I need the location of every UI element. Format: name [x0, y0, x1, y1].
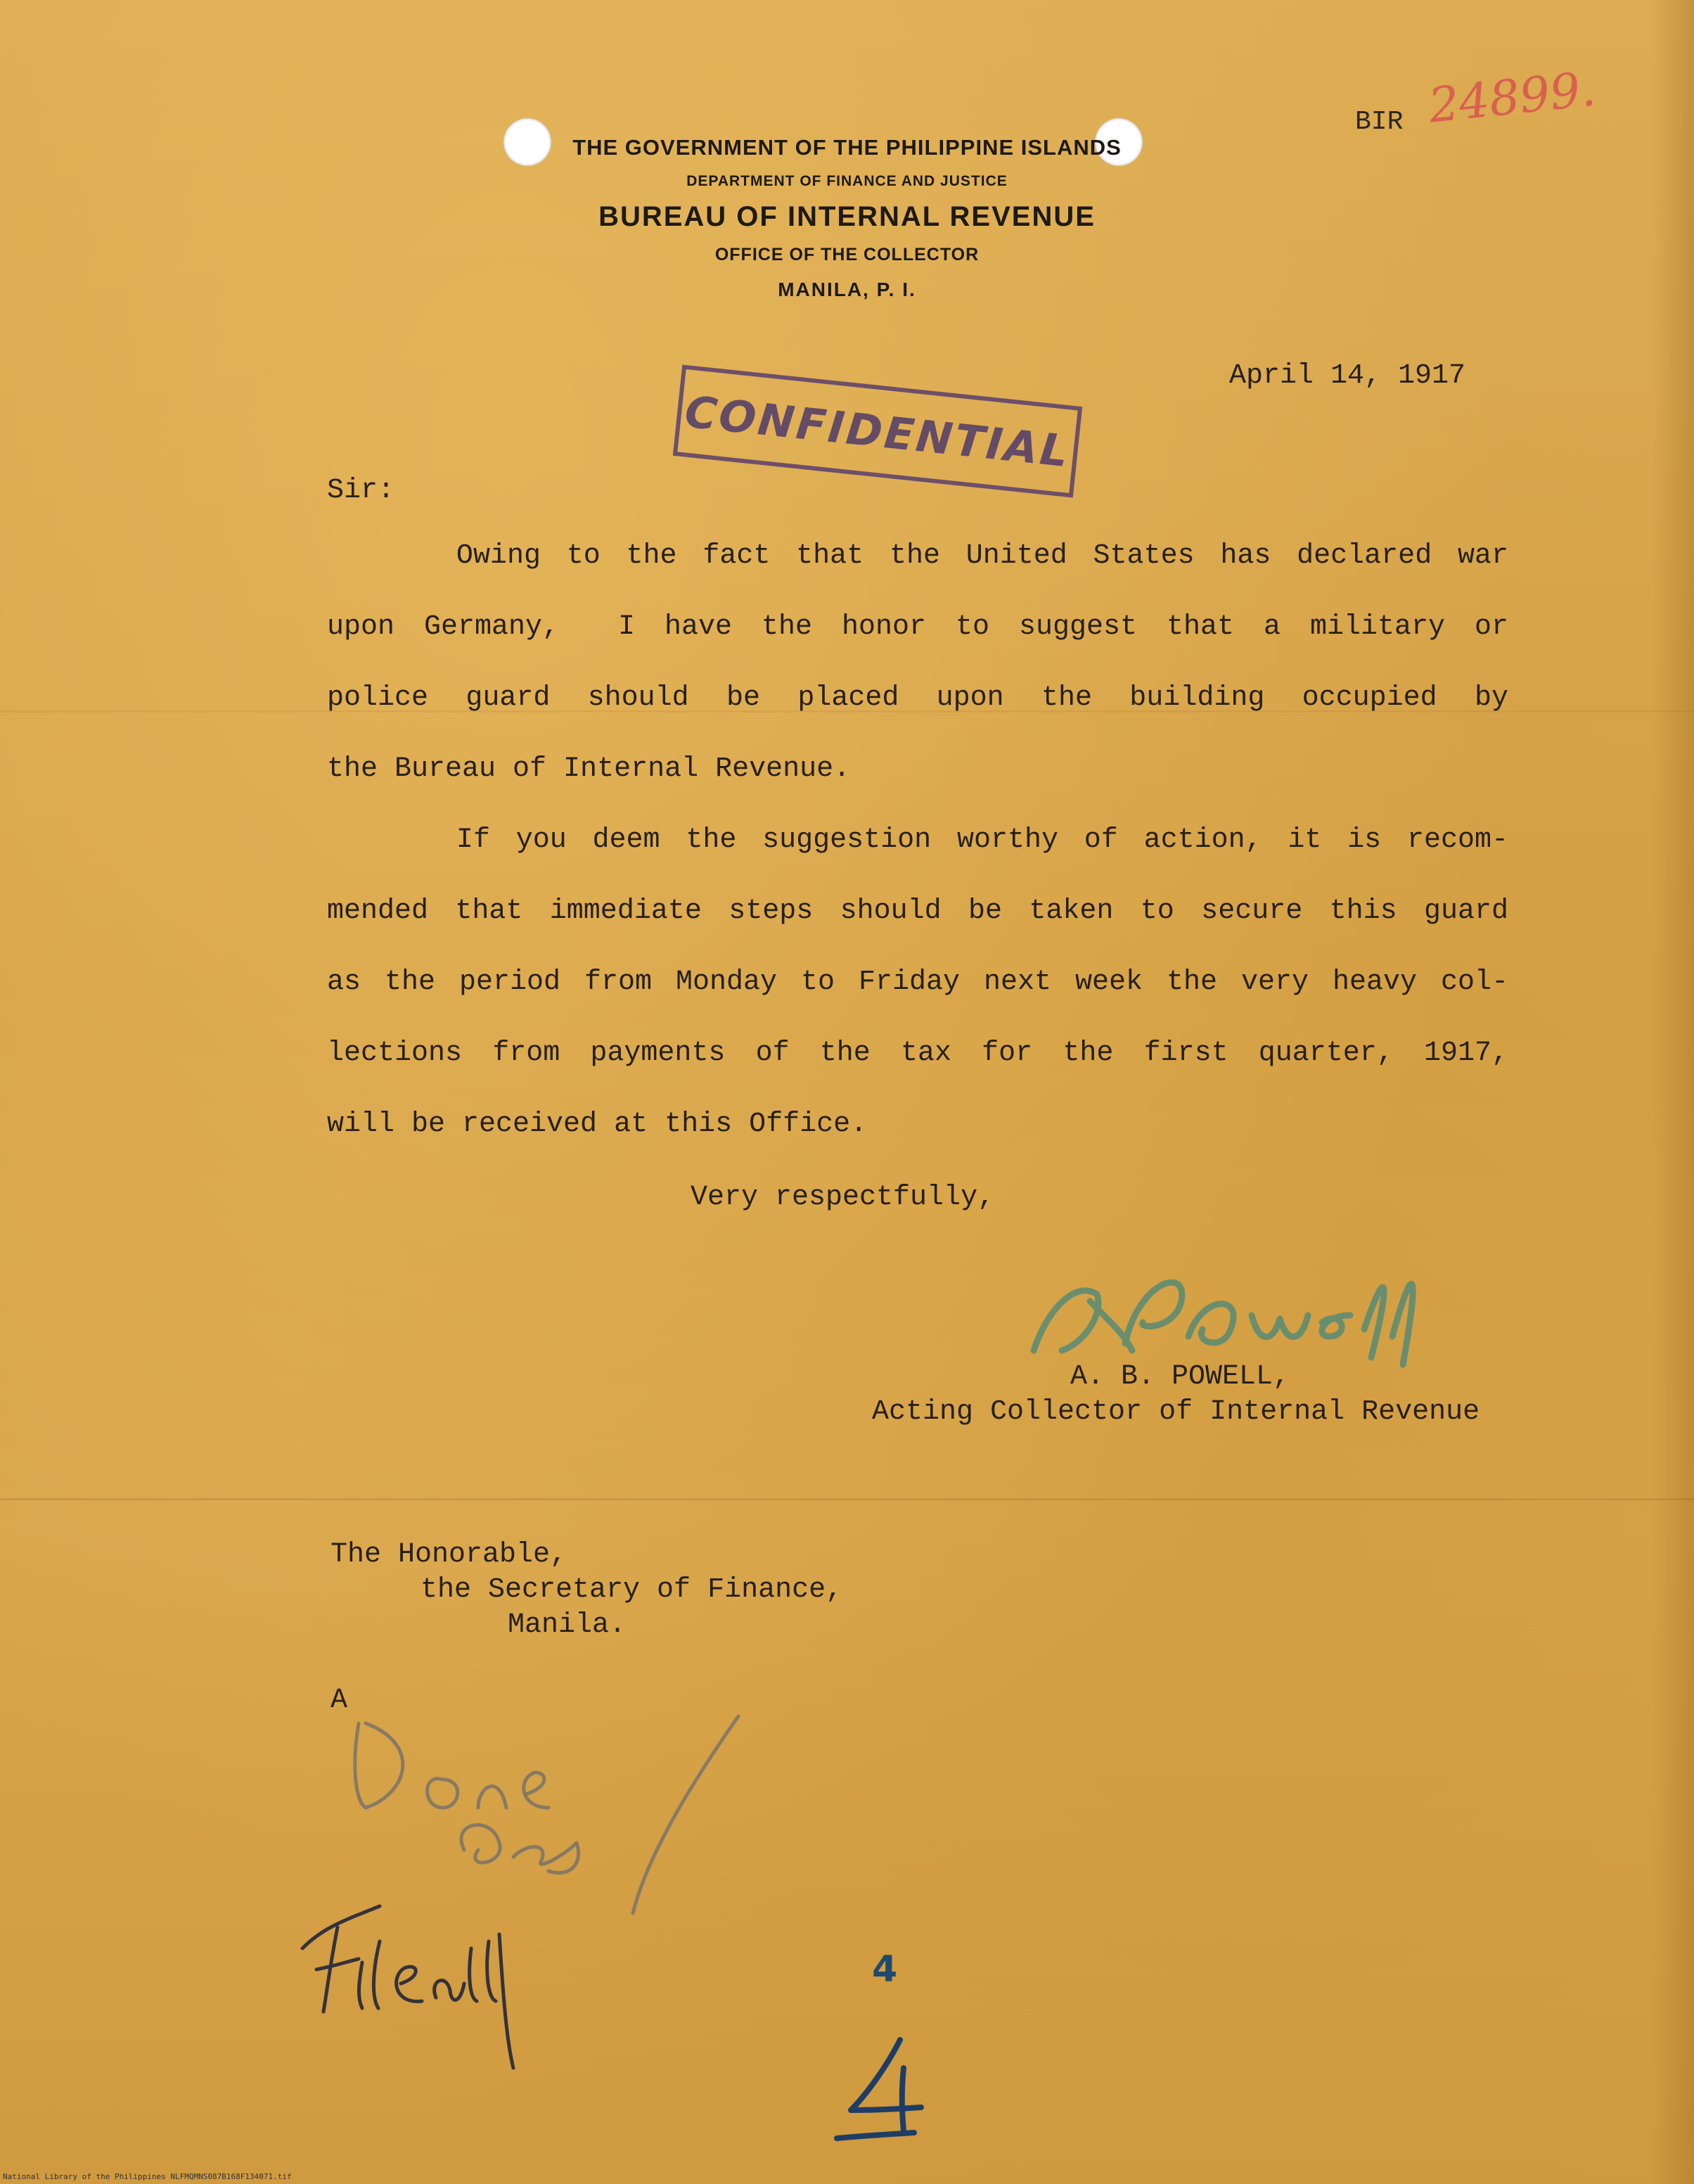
- handwritten-file-note: [295, 1885, 520, 2075]
- closing: Very respectfully,: [691, 1182, 995, 1213]
- handwritten-page-number: [823, 2026, 942, 2145]
- addressee-line: the Secretary of Finance,: [421, 1574, 843, 1606]
- reference-prefix: BIR: [1355, 107, 1404, 137]
- letterhead-location: MANILA, P. I.: [778, 279, 916, 300]
- body-line: police guard should be placed upon the building occupied by: [327, 682, 1508, 714]
- addressee-line: Manila.: [508, 1609, 627, 1641]
- signatory-name: A. B. POWELL,: [1070, 1361, 1290, 1393]
- body-line: the Bureau of Internal Revenue.: [327, 753, 851, 785]
- body-line: upon Germany, I have the honor to suggest that a military or: [327, 611, 1508, 643]
- addressee-line: The Honorable,: [331, 1539, 567, 1571]
- handwritten-signature: [1020, 1252, 1442, 1372]
- salutation: Sir:: [327, 475, 395, 506]
- initial-a: A: [331, 1685, 348, 1716]
- signatory-title: Acting Collector of Internal Revenue: [872, 1396, 1480, 1428]
- paper-fold-line: [0, 1498, 1694, 1500]
- footer-caption: National Library of the Philippines NLFMQMNS087B168F134071.tif: [3, 2172, 292, 2181]
- body-line: mended that immediate steps should be taken to secure this guard: [327, 895, 1508, 927]
- body-line: Owing to the fact that the United States has declared war: [327, 540, 1508, 572]
- body-line: as the period from Monday to Friday next week the very heavy col-: [327, 966, 1508, 998]
- body-line: will be received at this Office.: [327, 1109, 868, 1140]
- letterhead-department: DEPARTMENT OF FINANCE AND JUSTICE: [686, 173, 1008, 189]
- letterhead-office: OFFICE OF THE COLLECTOR: [714, 245, 980, 264]
- confidential-stamp: CONFIDENTIAL: [673, 364, 1082, 497]
- letterhead-government: THE GOVERNMENT OF THE PHILIPPINE ISLANDS: [572, 135, 1122, 160]
- reference-number: 24899.: [1425, 61, 1598, 134]
- body-line: If you deem the suggestion worthy of action, it is recom-: [327, 824, 1508, 856]
- letter-date: April 14, 1917: [1229, 360, 1466, 392]
- body-line: lections from payments of the tax for the first quarter, 1917,: [327, 1037, 1508, 1069]
- paper-edge-shadow: [1652, 0, 1694, 2184]
- letterhead-bureau: BUREAU OF INTERNAL REVENUE: [598, 201, 1096, 232]
- page-number: 4: [872, 1948, 898, 1991]
